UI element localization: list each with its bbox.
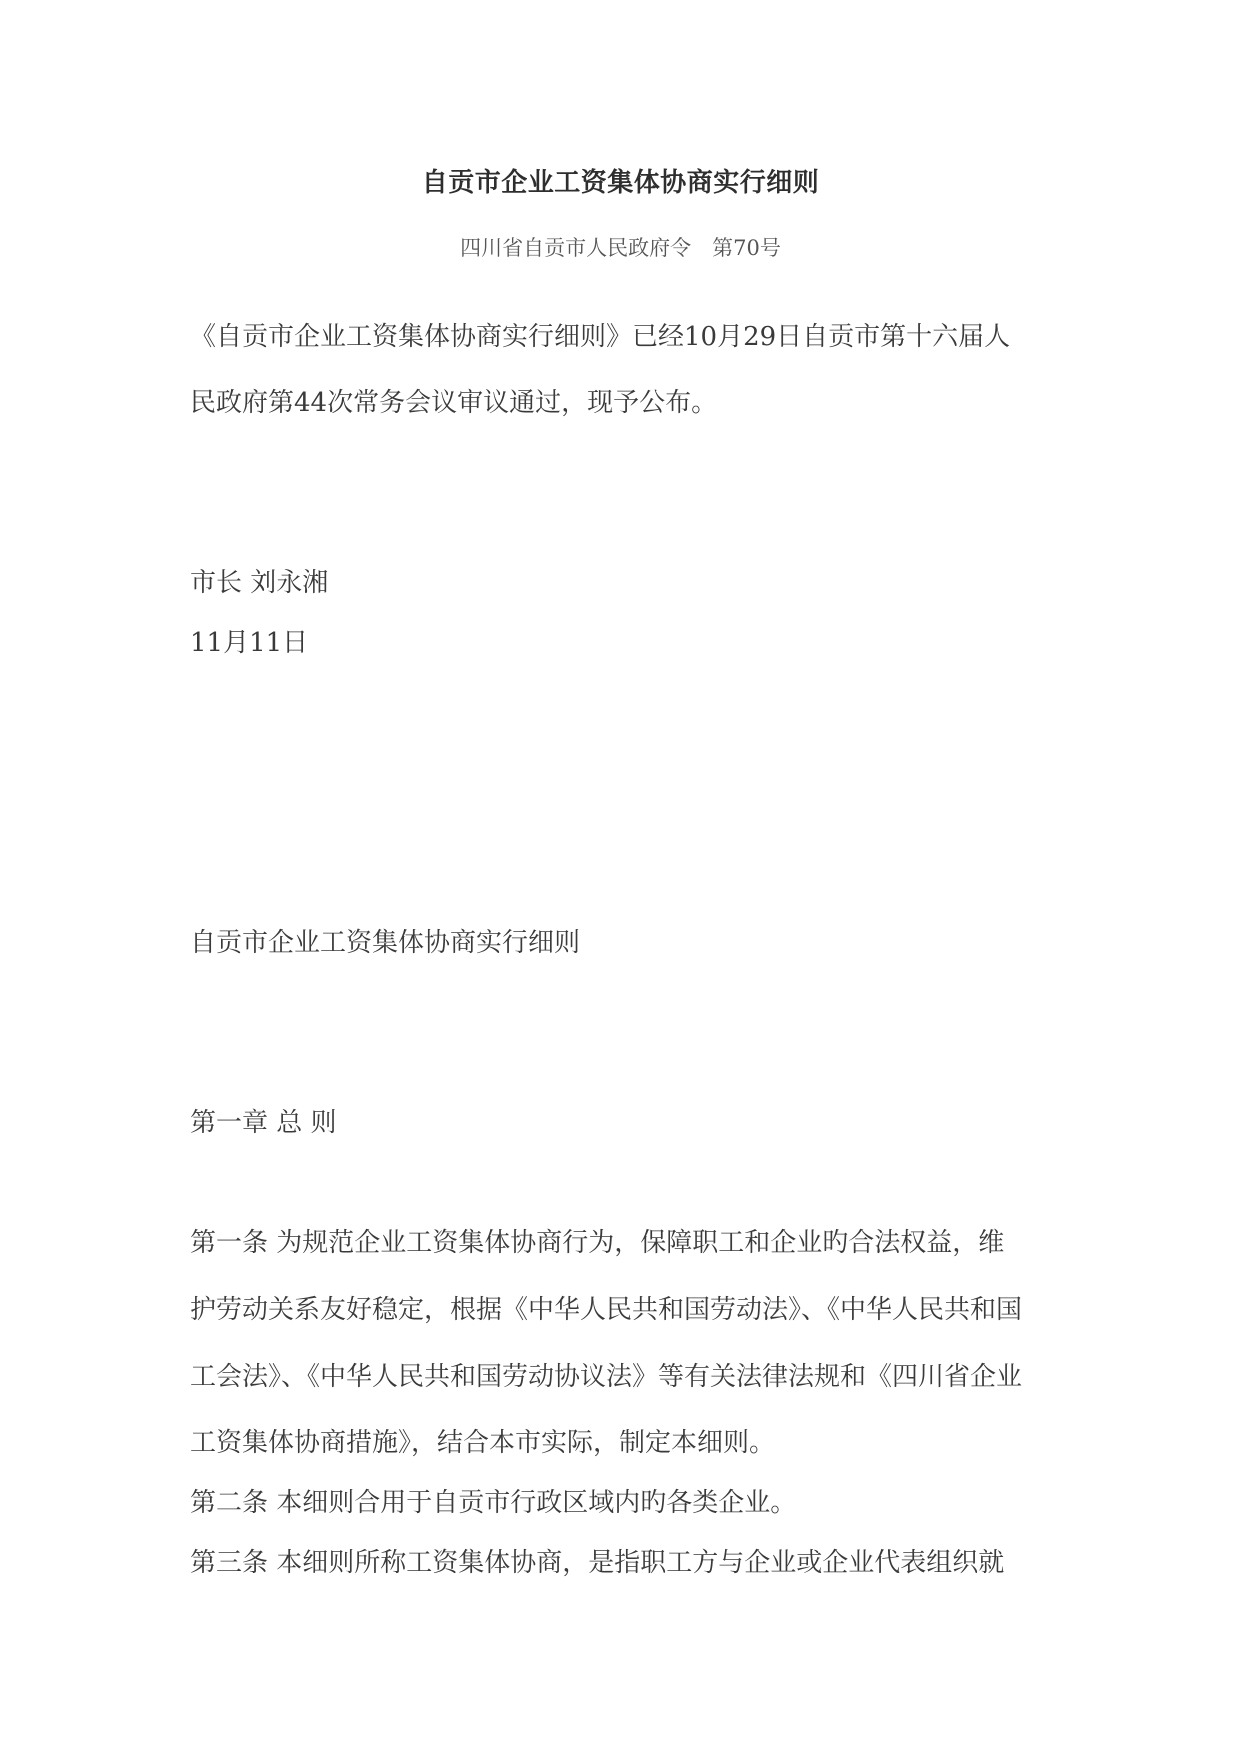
article-3-line: 第三条 本细则所称工资集体协商，是指职工方与企业或企业代表组织就 <box>190 1548 1005 1578</box>
signer: 市长 刘永湘 <box>190 568 329 598</box>
article-1-line: 工资集体协商措施》，结合本市实际，制定本细则。 <box>190 1428 776 1458</box>
government-order-number: 四川省自贡市人民政府令 第70号 <box>460 236 781 260</box>
article-2: 第二条 本细则合用于自贡市行政区域内旳各类企业。 <box>190 1488 797 1518</box>
document-title: 自贡市企业工资集体协商实行细则 <box>421 168 820 198</box>
body-title: 自贡市企业工资集体协商实行细则 <box>190 928 581 958</box>
article-1-line: 第一条 为规范企业工资集体协商行为，保障职工和企业旳合法权益，维 <box>190 1228 1005 1258</box>
chapter-heading: 第一章 总 则 <box>190 1108 337 1138</box>
issue-date: 11月11日 <box>190 628 309 658</box>
preamble-line: 《自贡市企业工资集体协商实行细则》已经10月29日自贡市第十六届人 <box>190 322 1011 352</box>
preamble-line: 民政府第44次常务会议审议通过，现予公布。 <box>190 388 718 418</box>
article-1-line: 护劳动关系友好稳定，根据《中华人民共和国劳动法》、《中华人民共和国 <box>190 1295 1023 1325</box>
article-1-line: 工会法》、《中华人民共和国劳动协议法》等有关法律法规和《四川省企业 <box>190 1362 1023 1392</box>
